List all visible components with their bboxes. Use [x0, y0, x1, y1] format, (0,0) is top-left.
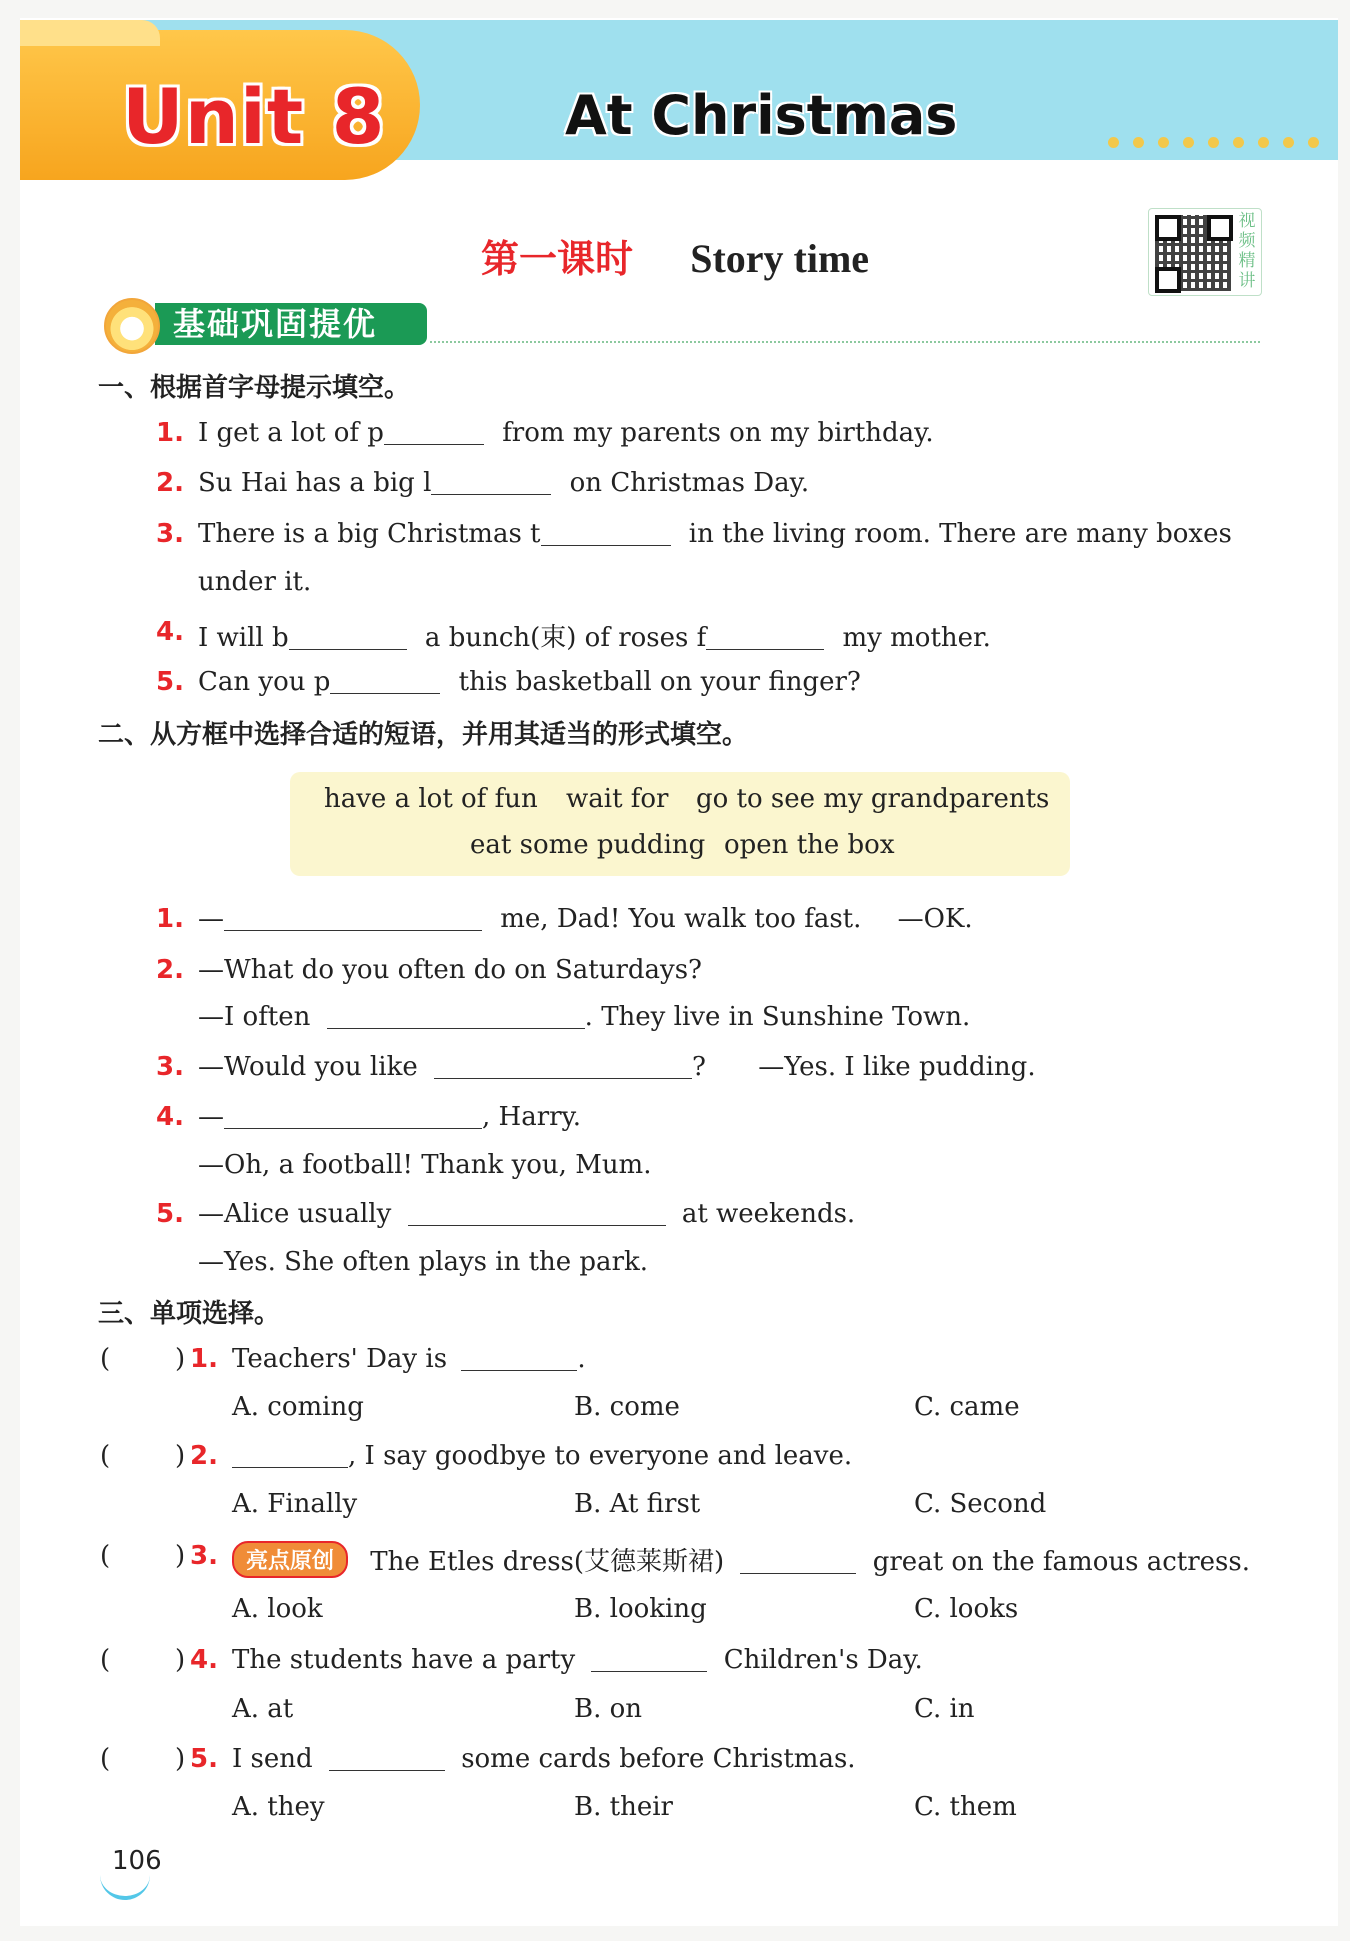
answer-blank[interactable] — [541, 519, 671, 546]
s2-q3-number: 3. — [156, 1052, 184, 1082]
s2-q4-number: 4. — [156, 1102, 184, 1132]
s3-q2-paren-open: ( — [100, 1441, 111, 1471]
s3-q5-number: 5. — [190, 1744, 218, 1774]
decorative-dots — [1108, 137, 1319, 148]
s3-q2: , I say goodbye to everyone and leave. — [232, 1441, 852, 1471]
s2-q2-answer: —I often . They live in Sunshine Town. — [198, 1002, 971, 1032]
page-number: 106 — [112, 1846, 162, 1876]
s2-q2: —What do you often do on Saturdays? — [198, 955, 702, 985]
s1-q1: I get a lot of p from my parents on my birthday. — [198, 418, 934, 448]
s3-q2-option-b[interactable]: B. At first — [574, 1489, 701, 1519]
s3-q1: Teachers' Day is . — [232, 1344, 586, 1374]
s1-q1-number: 1. — [156, 418, 184, 448]
answer-blank[interactable] — [434, 1052, 692, 1079]
s2-q5-reply: —Yes. She often plays in the park. — [198, 1247, 649, 1277]
phrase-3: go to see my grandparents — [696, 784, 1050, 814]
section-badge: 基础巩固提优 — [155, 303, 427, 345]
answer-blank[interactable] — [330, 667, 440, 694]
s3-q3: 亮点原创 The Etles dress(艾德莱斯裙) great on the famous actress. — [232, 1541, 1250, 1578]
s3-q3-paren-close[interactable]: ) — [175, 1541, 186, 1571]
s1-q2-number: 2. — [156, 468, 184, 498]
s2-q3: —Would you like ? —Yes. I like pudding. — [198, 1052, 1036, 1082]
lesson-title-en: Story time — [690, 236, 870, 281]
banner-strip — [20, 20, 160, 46]
s1-q3-number: 3. — [156, 519, 184, 549]
s3-q5-option-c[interactable]: C. them — [914, 1792, 1017, 1822]
answer-blank — [461, 1344, 577, 1371]
phrase-2: wait for — [566, 784, 669, 814]
answer-blank — [740, 1547, 856, 1574]
answer-blank[interactable] — [431, 468, 551, 495]
s2-q1: — me, Dad! You walk too fast. —OK. — [198, 904, 973, 934]
s3-q4-option-b[interactable]: B. on — [574, 1694, 643, 1724]
s3-q2-option-a[interactable]: A. Finally — [232, 1489, 358, 1519]
s3-q4-paren-close[interactable]: ) — [175, 1645, 186, 1675]
s1-q3: There is a big Christmas t in the living room. There are many boxes — [198, 519, 1232, 549]
s3-q5-paren-close[interactable]: ) — [175, 1744, 186, 1774]
answer-blank[interactable] — [706, 623, 824, 650]
original-tag: 亮点原创 — [232, 1541, 348, 1578]
s3-q1-option-b[interactable]: B. come — [574, 1392, 680, 1422]
phrase-4: eat some pudding — [470, 830, 706, 860]
qr-label: 视频精讲 — [1238, 211, 1256, 291]
phrase-1: have a lot of fun — [324, 784, 538, 814]
s2-q4: — , Harry. — [198, 1102, 582, 1132]
s3-q5-option-b[interactable]: B. their — [574, 1792, 673, 1822]
answer-blank[interactable] — [224, 904, 482, 931]
s1-q4: I will b a bunch(束) of roses f my mother. — [198, 623, 991, 653]
answer-blank[interactable] — [384, 418, 484, 445]
qr-corner — [1155, 267, 1181, 293]
answer-blank — [329, 1744, 445, 1771]
s2-q5-number: 5. — [156, 1199, 184, 1229]
answer-blank[interactable] — [224, 1102, 482, 1129]
s3-q5-paren-open: ( — [100, 1744, 111, 1774]
s1-q4-number: 4. — [156, 617, 184, 647]
s3-q2-option-c[interactable]: C. Second — [914, 1489, 1047, 1519]
s3-q5-option-a[interactable]: A. they — [232, 1792, 325, 1822]
s3-q1-option-c[interactable]: C. came — [914, 1392, 1020, 1422]
unit-title: At Christmas — [565, 84, 958, 147]
s2-q4-reply: —Oh, a football! Thank you, Mum. — [198, 1150, 652, 1180]
unit-label: Unit 8 — [122, 72, 386, 161]
lesson-title-cn: 第一课时 — [480, 236, 633, 281]
s1-q5-number: 5. — [156, 667, 184, 697]
section2-title: 二、从方框中选择合适的短语，并用其适当的形式填空。 — [98, 720, 749, 750]
s3-q3-number: 3. — [190, 1541, 218, 1571]
s3-q4-number: 4. — [190, 1645, 218, 1675]
lightbulb-icon — [104, 298, 160, 354]
s3-q2-number: 2. — [190, 1441, 218, 1471]
answer-blank[interactable] — [327, 1002, 585, 1029]
answer-blank — [591, 1645, 707, 1672]
s2-q5: —Alice usually at weekends. — [198, 1199, 856, 1229]
s1-q3-cont: under it. — [198, 567, 312, 597]
answer-blank — [232, 1441, 348, 1468]
badge-divider — [430, 341, 1260, 343]
s3-q4-option-a[interactable]: A. at — [232, 1694, 294, 1724]
s3-q4-option-c[interactable]: C. in — [914, 1694, 975, 1724]
s3-q3-option-a[interactable]: A. look — [232, 1594, 323, 1624]
section3-title: 三、单项选择。 — [98, 1299, 281, 1329]
s2-q2-number: 2. — [156, 955, 184, 985]
s3-q1-paren-open: ( — [100, 1344, 111, 1374]
qr-corner — [1207, 215, 1233, 241]
s1-q5: Can you p this basketball on your finger? — [198, 667, 861, 697]
s3-q1-number: 1. — [190, 1344, 218, 1374]
s3-q2-paren-close[interactable]: ) — [175, 1441, 186, 1471]
s3-q1-paren-close[interactable]: ) — [175, 1344, 186, 1374]
s3-q3-option-c[interactable]: C. looks — [914, 1594, 1019, 1624]
s3-q4: The students have a party Children's Day. — [232, 1645, 923, 1675]
s1-q2: Su Hai has a big l on Christmas Day. — [198, 468, 810, 498]
s3-q5: I send some cards before Christmas. — [232, 1744, 856, 1774]
phrase-5: open the box — [724, 830, 895, 860]
answer-blank[interactable] — [289, 623, 407, 650]
s3-q3-option-b[interactable]: B. looking — [574, 1594, 707, 1624]
s3-q1-option-a[interactable]: A. coming — [232, 1392, 364, 1422]
qr-code-box[interactable] — [1148, 208, 1262, 296]
answer-blank[interactable] — [408, 1199, 666, 1226]
s2-q1-number: 1. — [156, 904, 184, 934]
qr-corner — [1155, 215, 1181, 241]
s3-q4-paren-open: ( — [100, 1645, 111, 1675]
section1-title: 一、根据首字母提示填空。 — [98, 373, 411, 403]
s3-q3-paren-open: ( — [100, 1541, 111, 1571]
